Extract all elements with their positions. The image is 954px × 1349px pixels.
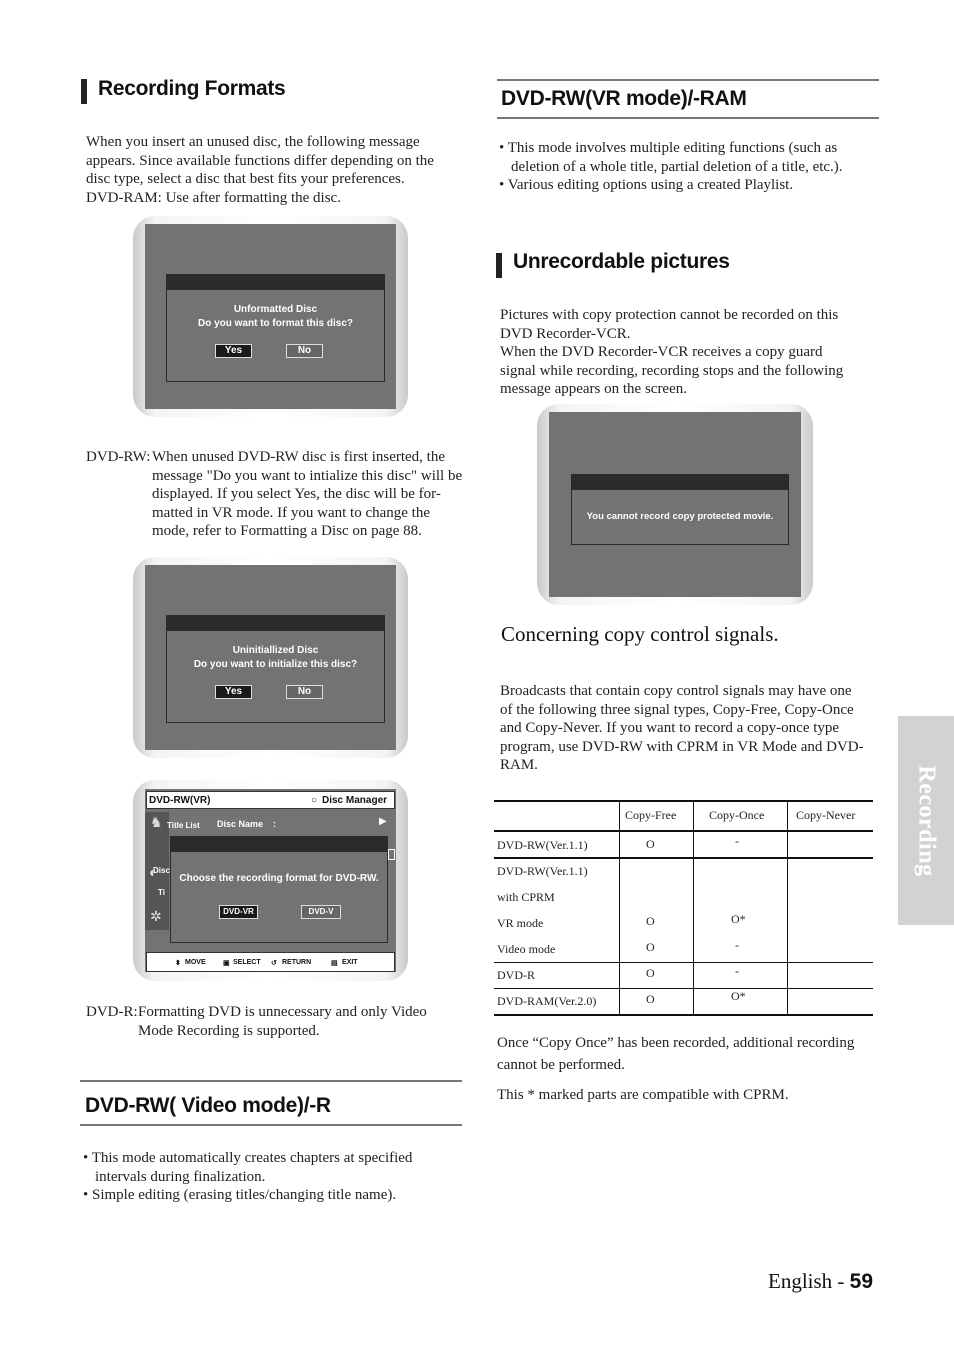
- bullet-item: • Simple editing (erasing titles/changing title name).: [83, 1187, 397, 1204]
- recording-formats-intro: [86, 133, 466, 207]
- table-rule: [787, 800, 788, 1016]
- cell-once: -: [735, 938, 739, 952]
- yes-button[interactable]: Yes: [215, 685, 252, 699]
- table-rule: [494, 857, 873, 859]
- menu-header: [146, 791, 395, 809]
- row-label: with CPRM: [497, 890, 555, 904]
- table-rule: [494, 800, 873, 802]
- exit-icon: ▤: [331, 960, 338, 967]
- copy-control-text: [500, 682, 878, 775]
- side-tab-recording: [898, 716, 954, 925]
- format-choice-dialog: [170, 836, 388, 943]
- copy-once-note: [497, 1032, 877, 1076]
- cell-free: O: [646, 966, 655, 980]
- unrecordable-heading: Unrecordable pictures: [513, 250, 730, 273]
- dialog-title-bar: [167, 275, 384, 290]
- dialog-message: Choose the recording format for DVD-RW.: [179, 873, 379, 884]
- row-label: DVD-RW(Ver.1.1): [497, 864, 588, 878]
- text-line: of the following three signal types, Copy-Free, Copy-Once: [500, 701, 854, 718]
- footer-language: English -: [768, 1269, 850, 1293]
- intro-line: DVD-RAM: Use after formatting the disc.: [86, 189, 341, 206]
- cell-once: -: [735, 834, 739, 848]
- text-line: DVD Recorder-VCR.: [500, 325, 631, 342]
- bullet-item: • This mode involves multiple editing functions (such as deletion of a whole title, partial deletion of a title, etc.).: [499, 140, 843, 175]
- video-mode-heading: DVD-RW( Video mode)/-R: [85, 1094, 331, 1117]
- disc-manager-label: Disc Manager: [322, 795, 388, 806]
- intro-line: When you insert an unused disc, the following message: [86, 134, 420, 150]
- menu-scroll-marker: [388, 849, 395, 860]
- text-line: RAM.: [500, 757, 538, 774]
- tv-screen-uninitialized: [133, 557, 408, 758]
- copy-control-heading: Concerning copy control signals.: [501, 622, 779, 646]
- note-line: Once “Copy Once” has been recorded, additional recording: [497, 1035, 855, 1051]
- row-label: DVD-R: [497, 968, 535, 982]
- screen-area: [145, 565, 396, 750]
- bullet-item: • This mode automatically creates chapters at specified intervals during finalization.: [83, 1150, 413, 1185]
- intro-line: disc type, select a disc that best fits your preferences.: [86, 171, 405, 188]
- dialog-message: You cannot record copy protected movie.: [586, 511, 774, 522]
- dialog-line1: Uninitiallized Disc: [232, 645, 319, 656]
- row-label: DVD-RW(Ver.1.1): [497, 838, 588, 852]
- tv-screen-copy-protected: [537, 404, 813, 605]
- disc-manager-icon: ○: [311, 795, 318, 806]
- arrow-right-icon: ▶: [379, 816, 387, 827]
- tv-screen-disc-manager: [133, 780, 408, 981]
- select-label: SELECT: [233, 959, 261, 966]
- dvd-rw-label: DVD-RW:: [86, 449, 151, 465]
- text-line: message appears on the screen.: [500, 381, 688, 398]
- dvd-vr-button[interactable]: DVD-VR: [219, 905, 258, 919]
- heading-marker: [496, 253, 502, 278]
- dialog-title-bar: [171, 837, 387, 852]
- title-list-label[interactable]: Title List: [167, 821, 200, 830]
- yes-button[interactable]: Yes: [215, 344, 252, 358]
- table-rule: [494, 962, 873, 963]
- table-rule: [693, 800, 694, 1016]
- side-label-disc: Disc: [153, 866, 170, 875]
- heading-marker: [81, 79, 87, 104]
- dialog-title-bar: [572, 475, 788, 490]
- disc-name-label: Disc Name :: [217, 819, 277, 829]
- copy-protected-dialog: [571, 474, 789, 545]
- dvd-r-label: DVD-R:: [86, 1004, 138, 1020]
- note-line: cannot be performed.: [497, 1057, 625, 1073]
- move-label: MOVE: [185, 959, 206, 966]
- tv-screen-unformatted: [133, 216, 408, 417]
- no-button[interactable]: No: [286, 685, 323, 699]
- dvd-r-text: Formatting DVD is unnecessary and only Video Mode Recording is supported.: [138, 1004, 427, 1039]
- gear-icon: ✲: [150, 908, 162, 924]
- dialog-line2: Do you want to initialize this disc?: [193, 659, 358, 670]
- dvd-r-paragraph: [86, 1003, 466, 1043]
- unformatted-dialog: [166, 274, 385, 382]
- page-number: 59: [849, 1270, 874, 1293]
- section-rule-top: [497, 79, 879, 81]
- text-line: Broadcasts that contain copy control signals may have one: [500, 683, 852, 699]
- side-tab-label: Recording: [913, 764, 940, 877]
- cell-once: O*: [731, 989, 746, 1003]
- table-rule: [494, 1014, 873, 1016]
- text-line: signal while recording, recording stops and the following: [500, 362, 844, 379]
- cell-free: O: [646, 837, 655, 851]
- recording-formats-heading: Recording Formats: [98, 77, 286, 100]
- header-copy-free: Copy-Free: [625, 808, 677, 822]
- copy-control-table: [494, 800, 873, 1016]
- section-rule-bottom: [497, 117, 879, 119]
- screen-area: [145, 224, 396, 409]
- table-rule: [494, 988, 873, 989]
- dvd-rw-text: When unused DVD-RW disc is first inserted, the message "Do you want to intialize this disc" will be displayed. If you select Yes, the disc will be for-matted in VR mode. If you want to change the mode, refer to Formatting a Disc on page 88.: [152, 449, 463, 540]
- dvd-rw-paragraph: [86, 448, 466, 543]
- screen-area: [549, 412, 801, 597]
- intro-line: appears. Since available functions differ depending on the: [86, 152, 434, 169]
- dvd-v-button[interactable]: DVD-V: [301, 905, 341, 919]
- row-label: DVD-RAM(Ver.2.0): [497, 994, 597, 1008]
- return-icon: ↺: [271, 960, 277, 967]
- cell-once: -: [735, 964, 739, 978]
- move-icon: ⬍: [175, 960, 181, 967]
- vr-mode-heading: DVD-RW(VR mode)/-RAM: [501, 87, 747, 110]
- text-line: Pictures with copy protection cannot be recorded on this: [500, 307, 839, 323]
- disc-icon: ◐: [149, 864, 158, 880]
- menu-footer: [146, 952, 395, 972]
- header-copy-once: Copy-Once: [709, 808, 765, 822]
- screen-area: [145, 789, 396, 972]
- vr-mode-bullets: [499, 139, 877, 195]
- uninitialized-dialog: [166, 615, 385, 723]
- dialog-line2: Do you want to format this disc?: [197, 318, 353, 329]
- no-button[interactable]: No: [286, 344, 323, 358]
- dialog-title-bar: [167, 616, 384, 631]
- unrecordable-text: [500, 306, 878, 399]
- exit-label: EXIT: [342, 959, 358, 966]
- row-label: Video mode: [497, 942, 556, 956]
- cprm-note: This * marked parts are compatible with CPRM.: [497, 1087, 789, 1103]
- row-label: VR mode: [497, 916, 544, 930]
- cell-free: O: [646, 940, 655, 954]
- cell-once: O*: [731, 912, 746, 926]
- header-copy-never: Copy-Never: [796, 808, 856, 822]
- cell-free: O: [646, 992, 655, 1006]
- menu-title: DVD-RW(VR): [149, 795, 211, 806]
- page-footer: [768, 1269, 873, 1294]
- cell-free: O: [646, 914, 655, 928]
- text-line: When the DVD Recorder-VCR receives a copy guard: [500, 344, 823, 361]
- bullet-item: • Various editing options using a created Playlist.: [499, 177, 794, 194]
- return-label: RETURN: [282, 959, 312, 966]
- video-mode-bullets: [83, 1149, 463, 1205]
- text-line: program, use DVD-RW with CPRM in VR Mode and DVD-: [500, 738, 864, 755]
- text-line: and Copy-Never. If you want to record a copy-once type: [500, 720, 840, 737]
- side-label-title: Ti: [158, 888, 165, 897]
- section-rule-top: [80, 1080, 462, 1082]
- dialog-line1: Unformatted Disc: [233, 304, 318, 315]
- table-rule: [494, 830, 873, 832]
- select-icon: ▣: [223, 960, 230, 967]
- section-rule-bottom: [80, 1124, 462, 1126]
- title-list-icon: ♞: [150, 814, 163, 830]
- table-rule: [619, 800, 620, 1016]
